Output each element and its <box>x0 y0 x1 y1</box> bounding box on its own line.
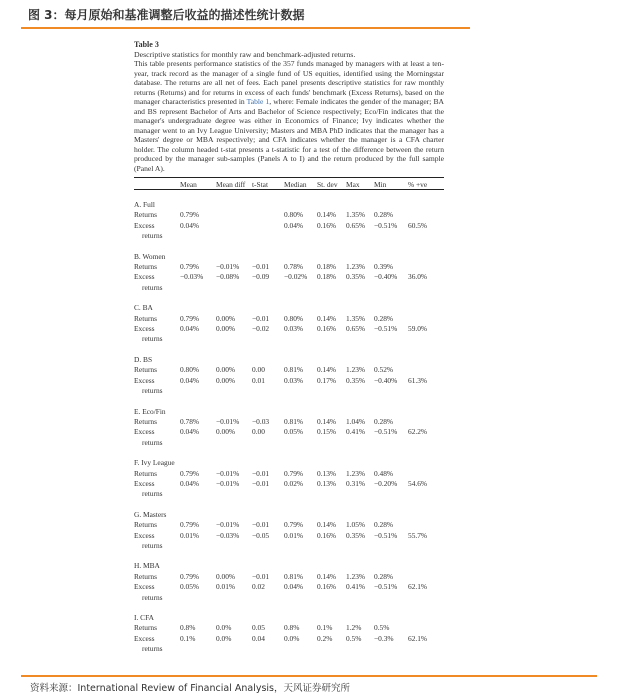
table-cell: −0.01 <box>252 262 270 272</box>
table-cell: 0.28% <box>374 313 394 323</box>
row-label: Excess <box>134 582 155 592</box>
table-cell <box>408 314 444 324</box>
row-label: Excess <box>134 324 155 334</box>
row-label: Returns <box>134 623 157 633</box>
row-label-cont: returns <box>142 231 163 241</box>
panel-title: G. Masters <box>134 509 167 519</box>
table-row <box>134 365 444 375</box>
table-cell: 54.6% <box>408 478 428 488</box>
column-header: Min <box>374 180 387 189</box>
row-label: Excess <box>134 375 155 385</box>
table-cell: 1.23% <box>346 571 366 581</box>
table-cell: 0.52% <box>374 365 394 375</box>
table-cell: −0.01% <box>216 416 240 426</box>
panel-title: D. BS <box>134 354 153 364</box>
panel-title: A. Full <box>134 200 155 209</box>
table-cell: 0.0% <box>284 633 300 643</box>
table-row <box>134 376 444 386</box>
row-label: Excess <box>134 427 155 437</box>
table-cell: 0.04% <box>180 375 200 385</box>
table-cell: 1.23% <box>346 262 366 272</box>
table-cell: 0.81% <box>284 416 304 426</box>
table-cell: 0.14% <box>317 416 337 426</box>
panel-title: B. Women <box>134 251 166 261</box>
panel-title-row <box>134 397 444 417</box>
row-label-cont: returns <box>142 437 163 447</box>
table-cell: −0.03% <box>180 272 204 282</box>
table-cell: 0.79% <box>180 210 200 220</box>
table-cell: 0.28% <box>374 210 394 220</box>
table-cell: 1.04% <box>346 416 366 426</box>
table-cell: 0.02% <box>284 478 304 488</box>
table-cell: −0.51% <box>374 530 398 540</box>
column-header: Mean diff <box>216 180 246 189</box>
table-cell: −0.01 <box>252 478 270 488</box>
table-row <box>134 572 444 582</box>
row-label: Returns <box>134 313 157 323</box>
table-cell: −0.09 <box>252 272 270 282</box>
table-cell: 0.04% <box>180 478 200 488</box>
table-row <box>134 386 444 396</box>
panel-title-row <box>134 293 444 313</box>
table-cell: −0.01 <box>252 571 270 581</box>
table-cell: −0.51% <box>374 220 398 230</box>
row-label: Excess <box>134 220 155 230</box>
table-cell <box>408 520 444 530</box>
table-cell: 0.14% <box>317 365 337 375</box>
table-cell: −0.20% <box>374 478 398 488</box>
table-row <box>134 541 444 551</box>
table-cell: 0.5% <box>374 623 390 633</box>
row-label: Returns <box>134 262 157 272</box>
table-cell: 0.16% <box>317 324 337 334</box>
table-cell: −0.01% <box>216 478 240 488</box>
table-cell: −0.03% <box>216 530 240 540</box>
table-cell: 0.8% <box>180 623 196 633</box>
table-cell: 60.5% <box>408 220 428 230</box>
panel-title-row <box>134 500 444 520</box>
table-cell: 0.48% <box>374 468 394 478</box>
table-row <box>134 324 444 334</box>
table-cell: 0.28% <box>374 571 394 581</box>
table-cell: −0.02% <box>284 272 308 282</box>
table-description <box>134 59 444 173</box>
row-label: Excess <box>134 530 155 540</box>
table-cell: 0.35% <box>346 530 366 540</box>
row-label: Returns <box>134 468 157 478</box>
table-cell: 0.05 <box>252 623 265 633</box>
table-cell: −0.01% <box>216 468 240 478</box>
table-cell: −0.40% <box>374 272 398 282</box>
row-label: Returns <box>134 571 157 581</box>
table-cell: 0.13% <box>317 478 337 488</box>
table-cell: 1.35% <box>346 210 366 220</box>
table-cell: 0.2% <box>317 633 333 643</box>
table-cell: 0.5% <box>346 633 362 643</box>
table-cell: 0.04% <box>180 220 200 230</box>
table-cell: 0.00% <box>216 324 236 334</box>
column-header: Median <box>284 180 307 189</box>
table-cell: 0.79% <box>284 520 304 530</box>
table-cell: 0.00 <box>252 427 265 437</box>
table-cell: 0.00% <box>216 313 236 323</box>
table-cell <box>252 221 284 231</box>
row-label-cont: returns <box>142 386 163 396</box>
table-cell: 0.04% <box>284 582 304 592</box>
table-cell: 1.2% <box>346 623 362 633</box>
table-cell: −0.03 <box>252 416 270 426</box>
panel-title-row <box>134 345 444 365</box>
table-cell <box>216 221 252 231</box>
table-cell: −0.05 <box>252 530 270 540</box>
table-cell: 0.03% <box>284 375 304 385</box>
table-header-row <box>134 178 444 190</box>
table-cell: 1.05% <box>346 520 366 530</box>
table-cell: 0.18% <box>317 262 337 272</box>
table-cell: 62.2% <box>408 427 428 437</box>
table-cell: 0.16% <box>317 220 337 230</box>
description-text: This table presents performance statistics of the 357 funds managed by managers with at least a ten-year, track record as the manager of a single fund of US equities, identified using the Morningstar database. The returns are all net of fees. Each panel presents descriptive statistics for raw monthly returns (Returns) and for returns in excess of each funds' benchmark (Excess Returns), based on the manager characteristics presented in <box>134 59 444 106</box>
table-cell: −0.01 <box>252 468 270 478</box>
table-cell: 0.04% <box>180 324 200 334</box>
figure-title: 图 3：每月原始和基准调整后收益的描述性统计数据 <box>28 8 305 22</box>
panel-title: E. Eco/Fin <box>134 406 166 416</box>
table-cell: 0.79% <box>284 468 304 478</box>
table-cell: 0.05% <box>284 427 304 437</box>
table-cell: 0.28% <box>374 520 394 530</box>
table-row <box>134 469 444 479</box>
table-cell: 0.80% <box>284 210 304 220</box>
table-cell: 0.81% <box>284 571 304 581</box>
table-row <box>134 334 444 344</box>
table-cell: 0.41% <box>346 582 366 592</box>
panel-title: H. MBA <box>134 561 160 571</box>
table-caption: Descriptive statistics for monthly raw and benchmark-adjusted returns. <box>134 49 356 59</box>
table-cell: 0.14% <box>317 210 337 220</box>
table-row <box>134 417 444 427</box>
table-cell: 62.1% <box>408 582 428 592</box>
column-header: Max <box>346 180 360 189</box>
panel-title-row <box>134 603 444 623</box>
row-label: Returns <box>134 365 157 375</box>
table-cell: 0.00% <box>216 571 236 581</box>
table-cell: −0.51% <box>374 427 398 437</box>
table-cell: 0.14% <box>317 571 337 581</box>
table-cell: 0.13% <box>317 468 337 478</box>
table-row <box>134 427 444 437</box>
table-cell: 0.17% <box>317 375 337 385</box>
table-cell: 0.78% <box>180 416 200 426</box>
table-cell: 0.01 <box>252 375 265 385</box>
table-cell: 0.00% <box>216 365 236 375</box>
table-row <box>134 231 444 241</box>
table-cell: 0.00% <box>216 375 236 385</box>
table-cell <box>408 623 444 633</box>
table-cell: 0.1% <box>317 623 333 633</box>
header-divider <box>21 27 470 29</box>
table-row <box>134 644 444 654</box>
table-cell: 0.31% <box>346 478 366 488</box>
table-row <box>134 531 444 541</box>
table-cell <box>408 262 444 272</box>
column-header: % +ve <box>408 180 428 189</box>
table-cell: −0.40% <box>374 375 398 385</box>
table-cell: 0.15% <box>317 427 337 437</box>
table-cell: 0.79% <box>180 571 200 581</box>
table-cell <box>408 365 444 375</box>
table-cell: 0.80% <box>284 313 304 323</box>
table-cell: 0.14% <box>317 520 337 530</box>
table-cell: 0.80% <box>180 365 200 375</box>
table-cell: −0.01% <box>216 520 240 530</box>
table-cell: 0.79% <box>180 313 200 323</box>
table-cell: −0.02 <box>252 324 270 334</box>
table-document <box>134 40 444 655</box>
table-cell <box>408 417 444 427</box>
table-cell: −0.08% <box>216 272 240 282</box>
table-row <box>134 314 444 324</box>
table-cell: 55.7% <box>408 530 428 540</box>
row-label-cont: returns <box>142 644 163 654</box>
table-row <box>134 438 444 448</box>
table-row <box>134 262 444 272</box>
table-row <box>134 623 444 633</box>
table-cell: 0.01% <box>216 582 236 592</box>
table-cell: 0.1% <box>180 633 196 643</box>
column-header: Mean <box>180 180 197 189</box>
table-row <box>134 489 444 499</box>
table-cell: 0.05% <box>180 582 200 592</box>
row-label: Returns <box>134 520 157 530</box>
table-cell: 1.23% <box>346 468 366 478</box>
table-row <box>134 283 444 293</box>
table-row <box>134 210 444 220</box>
panel-title: I. CFA <box>134 613 154 622</box>
table-cell: 61.3% <box>408 375 428 385</box>
row-label: Excess <box>134 272 155 282</box>
row-label-cont: returns <box>142 489 163 499</box>
table-cell: 0.8% <box>284 623 300 633</box>
panel-title: C. BA <box>134 303 153 313</box>
table-cell: 59.0% <box>408 324 428 334</box>
table-cell: 0.35% <box>346 272 366 282</box>
table-cell: 0.16% <box>317 530 337 540</box>
row-label-cont: returns <box>142 282 163 292</box>
source-footer: 资料来源：International Review of Financial Analysis，天风证券研究所 <box>30 683 351 694</box>
table-cell: −0.01 <box>252 520 270 530</box>
row-label: Returns <box>134 416 157 426</box>
table-cell: 1.23% <box>346 365 366 375</box>
table-cell: 0.79% <box>180 468 200 478</box>
table-cell: 0.04% <box>284 220 304 230</box>
row-label-cont: returns <box>142 334 163 344</box>
table-label: Table 3 <box>134 40 159 49</box>
table-cell: −0.3% <box>374 633 394 643</box>
table-cell: 0.18% <box>317 272 337 282</box>
panel-title-row <box>134 190 444 211</box>
table-cell: 0.04 <box>252 633 265 643</box>
table-cell: 0.35% <box>346 375 366 385</box>
panel-title: F. Ivy League <box>134 458 175 468</box>
table-cell: 0.79% <box>180 520 200 530</box>
table-cell: −0.01 <box>252 313 270 323</box>
row-label: Excess <box>134 478 155 488</box>
column-header: t-Stat <box>252 180 269 189</box>
row-label: Returns <box>134 210 157 220</box>
statistics-table <box>134 178 444 655</box>
table-cell: 0.79% <box>180 262 200 272</box>
table1-link[interactable]: Table 1 <box>246 97 270 106</box>
row-label: Excess <box>134 633 155 643</box>
table-row <box>134 272 444 282</box>
table-cell: 0.41% <box>346 427 366 437</box>
table-cell: 0.28% <box>374 416 394 426</box>
column-header <box>134 178 180 190</box>
description-text-cont: , where: Female indicates the gender of the manager; BA and BS represent Bachelor of Arts and Bachelor of Science respectively; Eco/Fin indicates that the manager's undergraduate degree was either in Economics of Finance; Ivy indicates whether the manager went to an Ivy League University; Masters and MBA PhD indicates that the manager has a Masters' degree or MBA respectively; and CFA indicates whether the manager is a CFA charter holder. The column headed t-stat presents a t-statistic for a test of the difference between the return produced by the manager sub-samples (Panels A to I) and the return produced by the full sample (Panel A). <box>134 97 444 173</box>
table-cell: 0.01% <box>284 530 304 540</box>
table-cell <box>408 572 444 582</box>
table-row <box>134 634 444 644</box>
table-cell: 0.01% <box>180 530 200 540</box>
column-header: St. dev <box>317 180 338 189</box>
table-cell: 0.0% <box>216 623 232 633</box>
table-cell: 0.00% <box>216 427 236 437</box>
panel-title-row <box>134 448 444 468</box>
row-label-cont: returns <box>142 540 163 550</box>
footer-divider <box>21 675 597 677</box>
table-cell: 36.0% <box>408 272 428 282</box>
table-cell <box>216 210 252 220</box>
table-row <box>134 221 444 231</box>
table-cell: 1.35% <box>346 313 366 323</box>
panel-title-row <box>134 551 444 571</box>
table-cell: 0.04% <box>180 427 200 437</box>
table-cell <box>252 210 284 220</box>
table-cell: 0.65% <box>346 220 366 230</box>
table-cell: 0.78% <box>284 262 304 272</box>
table-row <box>134 520 444 530</box>
table-row <box>134 479 444 489</box>
table-cell: −0.01% <box>216 262 240 272</box>
table-cell: 0.16% <box>317 582 337 592</box>
table-cell: 0.14% <box>317 313 337 323</box>
table-row <box>134 593 444 603</box>
table-cell: 0.65% <box>346 324 366 334</box>
row-label-cont: returns <box>142 592 163 602</box>
panel-title-row <box>134 242 444 262</box>
table-cell: 0.0% <box>216 633 232 643</box>
table-cell: 62.1% <box>408 633 428 643</box>
table-cell <box>408 469 444 479</box>
table-cell: 0.03% <box>284 324 304 334</box>
table-cell: −0.51% <box>374 582 398 592</box>
table-cell: 0.81% <box>284 365 304 375</box>
table-row <box>134 582 444 592</box>
table-cell: 0.02 <box>252 582 265 592</box>
table-cell: 0.00 <box>252 365 265 375</box>
table-cell <box>408 210 444 220</box>
table-cell: 0.39% <box>374 262 394 272</box>
table-cell: −0.51% <box>374 324 398 334</box>
